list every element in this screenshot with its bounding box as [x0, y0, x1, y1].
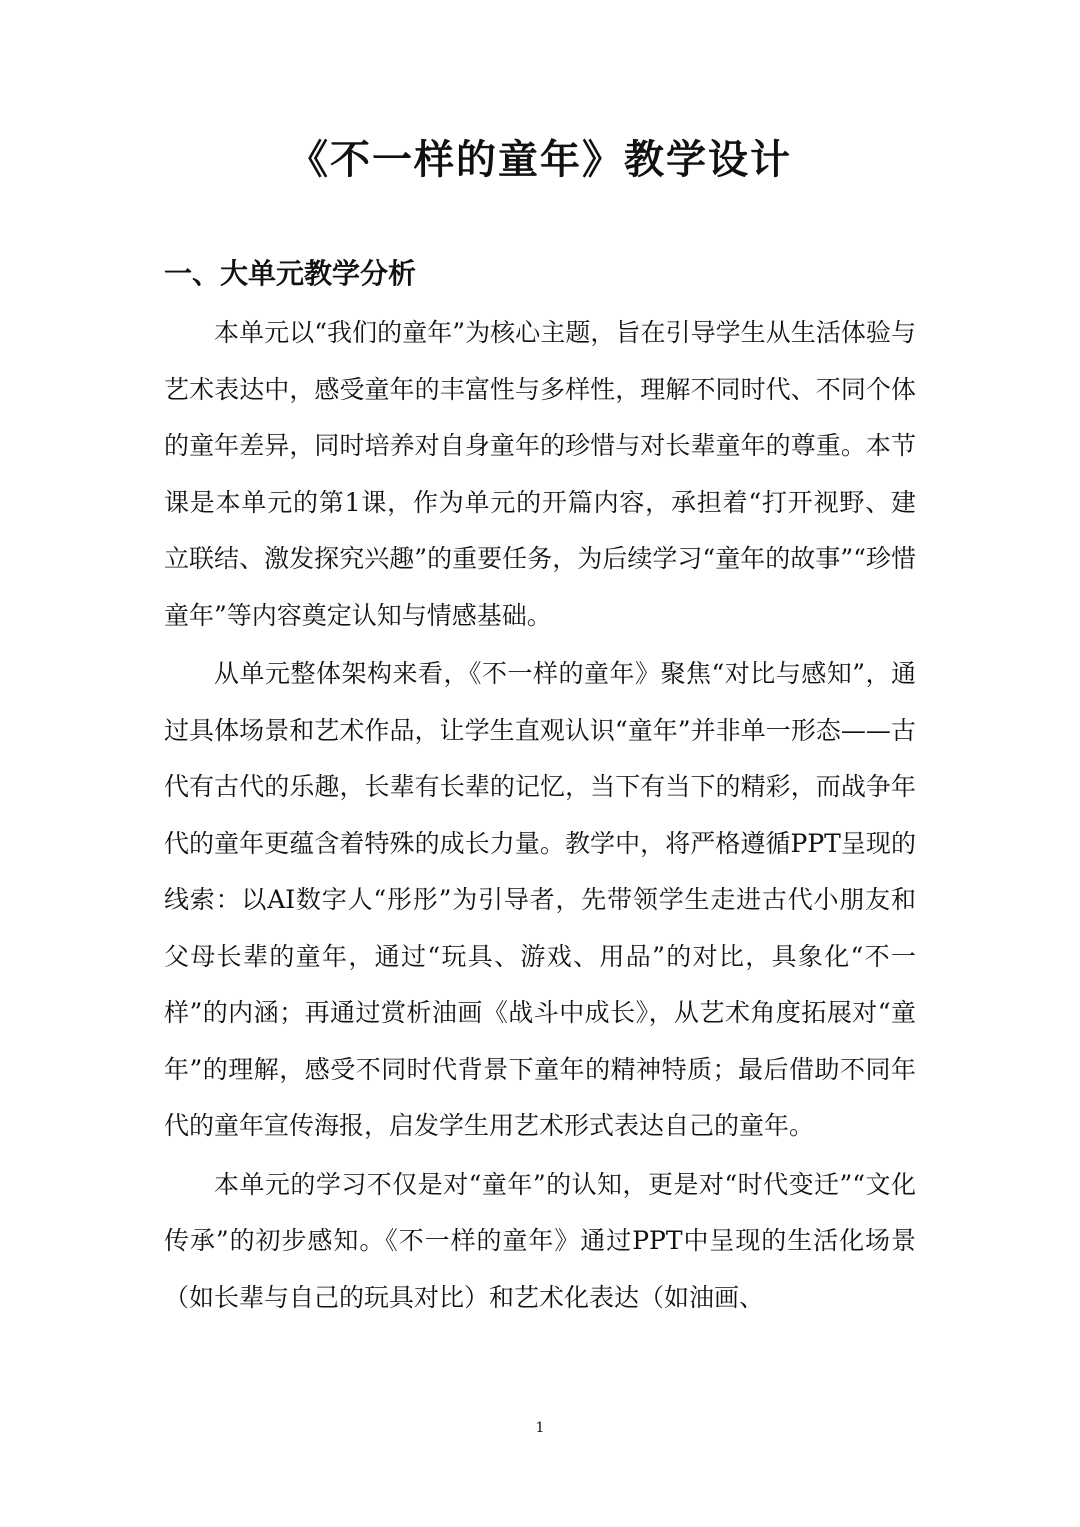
page-number: 1: [535, 1420, 545, 1436]
paragraph-2: 从单元整体架构来看，《不一样的童年》聚焦“对比与感知”，通过具体场景和艺术作品，让学生直观认识“童年”并非单一形态——古代有古代的乐趣，长辈有长辈的记忆，当下有当下的精彩，而战争年代的童年更蕴含着特殊的成长力量。教学中，将严格遵循PPT呈现的线索：以AI数字人“彤彤”为引导者，先带领学生走进古代小朋友和父母长辈的童年，通过“玩具、游戏、用品”的对比，具象化“不一样”的内涵；再通过赏析油画《战斗中成长》，从艺术角度拓展对“童年”的理解，感受不同时代背景下童年的精神特质；最后借助不同年代的童年宣传海报，启发学生用艺术形式表达自己的童年。: [164, 659, 916, 1140]
body-text: [164, 305, 916, 1328]
section-heading: 一、大单元教学分析: [164, 257, 417, 290]
paragraph-1: 本单元以“我们的童年”为核心主题，旨在引导学生从生活体验与艺术表达中，感受童年的丰富性与多样性，理解不同时代、不同个体的童年差异，同时培养对自身童年的珍惜与对长辈童年的尊重。本节课是本单元的第1课，作为单元的开篇内容，承担着“打开视野、建立联结、激发探究兴趣”的重要任务，为后续学习“童年的故事”“珍惜童年”等内容奠定认知与情感基础。: [164, 318, 916, 630]
document-title: 《不一样的童年》教学设计: [288, 136, 792, 183]
paragraph-3: 本单元的学习不仅是对“童年”的认知，更是对“时代变迁”“文化传承”的初步感知。《不一样的童年》通过PPT中呈现的生活化场景（如长辈与自己的玩具对比）和艺术化表达（如油画、: [164, 1169, 916, 1312]
